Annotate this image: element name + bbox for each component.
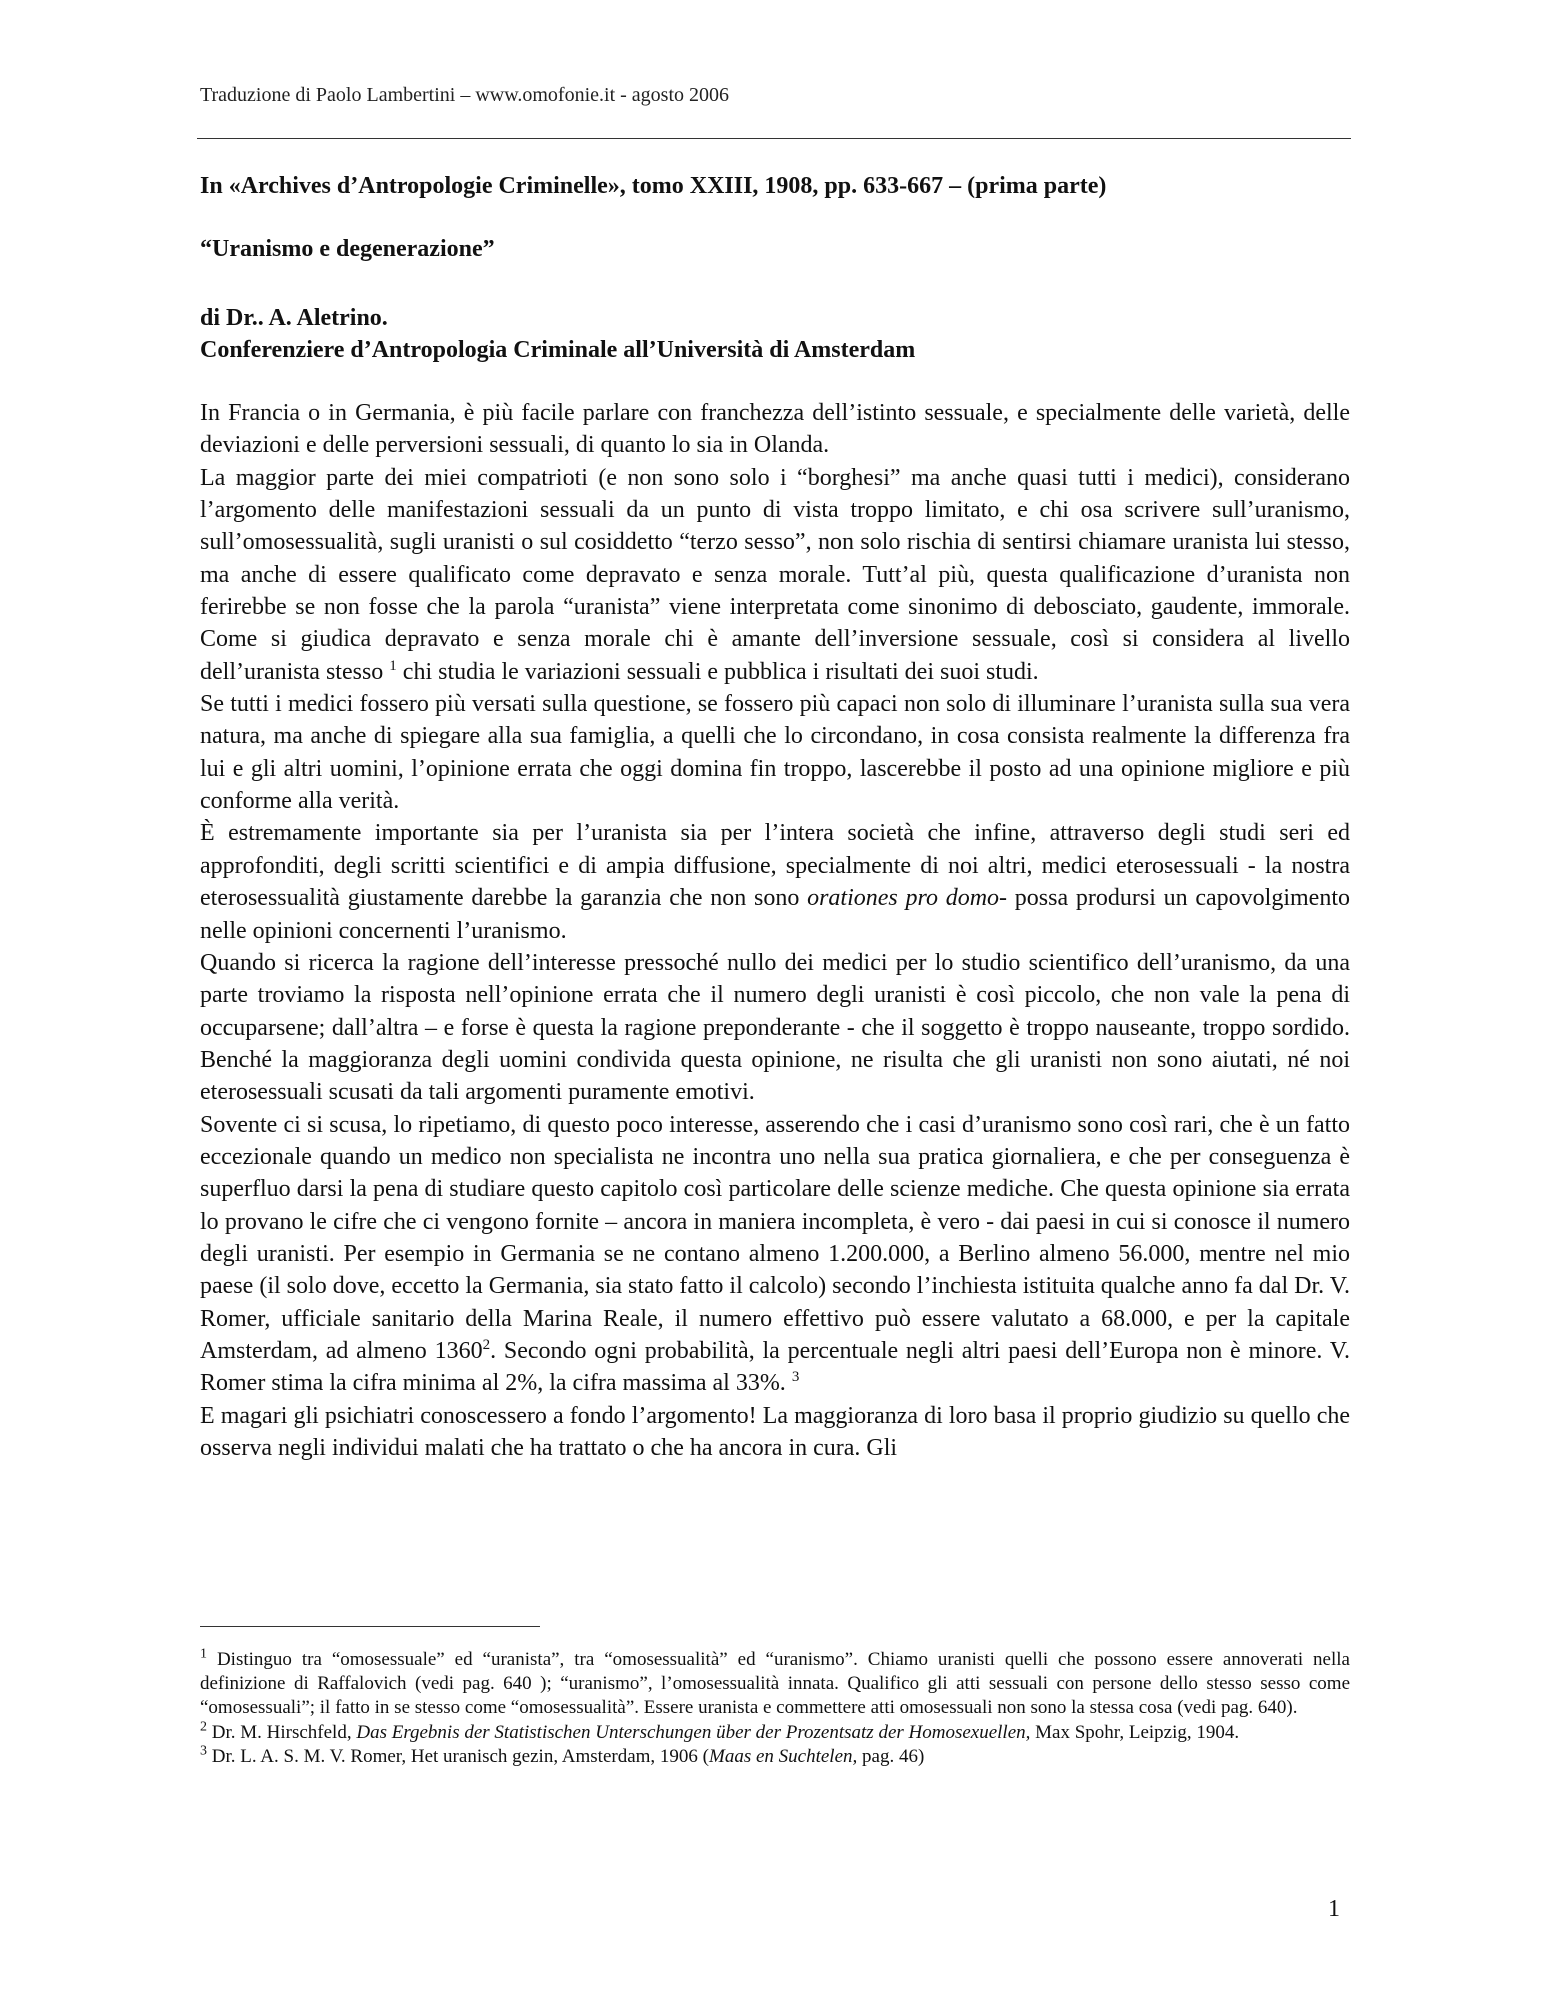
footnote-number: 1 [200,1646,207,1662]
paragraph: La maggior parte dei miei compatrioti (e non sono solo i “borghesi” ma anche quasi tutti i medici), considerano l’argomento delle manifestazioni sessuali da un punto di vista troppo limitato, e chi osa scrivere sull’uranismo, sull’omosessualità, sugli uranisti o sul cosiddetto “terzo sesso”, non solo rischia di sentirsi chiamare uranista lui stesso, ma anche di essere qualificato come depravato e senza morale. Tutt’al più, questa qualificazione d’uranista non ferirebbe se non fosse che la parola “uranista” viene interpretata come sinonimo di debosciato, gaudente, immorale. Come si giudica depravato e senza morale chi è amante dell’inversione sessuale, così si considera al livello dell’uranista stesso $^1$ chi studia le variazioni sessuali e pubblica i risultati dei suoi studi. [200,464,1350,685]
paragraph: È estremamente importante sia per l’uranista sia per l’intera società che infine, attraverso degli studi seri ed approfonditi, degli scritti scientifici e di ampia diffusione, specialmente di noi altri, medici eterosessuali - la nostra eterosessualità giustamente darebbe la garanzia che non sono orationes pro domo- possa prodursi un capovolgimento nelle opinioni concernenti l’uranismo. [200,820,1350,944]
footnote-ref[interactable]: 2 [482,1336,491,1353]
author-line: di Dr.. A. Aletrino. [200,305,388,331]
affiliation-line: Conferenziere d’Antropologia Criminale all’Università di Amsterdam [200,337,916,363]
article-title: “Uranismo e degenerazione” [200,236,495,262]
body-text [200,397,1350,1464]
footnote-number: 2 [200,1719,207,1735]
footnotes [200,1648,1350,1769]
running-header: Traduzione di Paolo Lambertini – www.omofonie.it - agosto 2006 [200,84,730,106]
footnote: $^1$ Distinguo tra “omosessuale” ed “uranista”, tra “omosessualità” ed “uranismo”. Chiamo uranisti quelli che possono essere annoverati nella definizione di Raffalovich (vedi pag. 640 ); “uranismo”, l’omosessualità innata. Qualifico gli atti sessuali con persone dello stesso sesso come “omosessuali”; il fatto in se stesso come “omosessualità”. Essere uranista e commettere atti omosessuali non sono la stessa cosa (vedi pag. 640). [200,1646,1350,1719]
footnote: $^2$ Dr. M. Hirschfeld, Das Ergebnis der Statistischen Unterschungen über der Prozentsatz der Homosexuellen, Max Spohr, Leipzig, 1904. [200,1719,1240,1743]
paragraph: Quando si ricerca la ragione dell’interesse pressoché nullo dei medici per lo studio scientifico dell’uranismo, da una parte troviamo la risposta nell’opinione errata che il numero degli uranisti è così piccolo, che non vale la pena di occuparsene; dall’altra – e forse è questa la ragione preponderante - che il soggetto è troppo nauseante, troppo sordido. Benché la maggioranza degli uomini condivida questa opinione, ne risulta che gli uranisti non sono aiutati, né noi eterosessuali scusati da tali argomenti puramente emotivi. [200,949,1350,1106]
paragraph: Se tutti i medici fossero più versati sulla questione, se fossero più capaci non solo di illuminare l’uranista sulla sua vera natura, ma anche di spiegare alla sua famiglia, a quelli che lo circondano, in cosa consista realmente la differenza fra lui e gli altri uomini, l’opinione errata che oggi domina fin troppo, lascerebbe il posto ad una opinione migliore e più conforme alla verità. [200,691,1350,815]
header-rule [197,138,1351,139]
footnote-number: 3 [200,1743,207,1759]
paragraph: In Francia o in Germania, è più facile parlare con franchezza dell’istinto sessuale, e specialmente delle varietà, delle deviazioni e delle perversioni sessuali, di quanto lo sia in Olanda. [200,400,1350,459]
footnote-ref[interactable]: 1 [389,657,397,674]
page-number: 1 [1328,1896,1340,1922]
footnote: $^3$ Dr. L. A. S. M. V. Romer, Het uranisch gezin, Amsterdam, 1906 (Maas en Suchtelen, pag. 46) [200,1743,925,1767]
source-line: In «Archives d’Antropologie Criminelle», tomo XXIII, 1908, pp. 633-667 – (prima parte) [200,173,1107,199]
paragraph: E magari gli psichiatri conoscessero a fondo l’argomento! La maggioranza di loro basa il proprio giudizio su quello che osserva negli individui malati che ha trattato o che ha ancora in cura. Gli [200,1402,1350,1461]
footnote-rule [200,1626,540,1627]
paragraph: Sovente ci si scusa, lo ripetiamo, di questo poco interesse, asserendo che i casi d’uranismo sono così rari, che è un fatto eccezionale quando un medico non specialista ne incontra uno nella sua pratica giornaliera, e che per conseguenza è superfluo darsi la pena di studiare questo capitolo così particolare delle scienze mediche. Che questa opinione sia errata lo provano le cifre che ci vengono fornite – ancora in maniera incompleta, è vero - dai paesi in cui si conosce il numero degli uranisti. Per esempio in Germania se ne contano almeno 1.200.000, a Berlino almeno 56.000, mentre nel mio paese (il solo dove, eccetto la Germania, sia stato fatto il calcolo) secondo l’inchiesta istituita qualche anno fa dal Dr. V. Romer, ufficiale sanitario della Marina Reale, il numero effettivo può essere valutato a 68.000, e per la capitale Amsterdam, ad almeno 1360$^2$. Secondo ogni probabilità, la percentuale negli altri paesi dell’Europa non è minore. V. Romer stima la cifra minima al 2%, la cifra massima al 33%. $^3$ [200,1111,1351,1397]
footnote-ref[interactable]: 3 [791,1369,800,1386]
